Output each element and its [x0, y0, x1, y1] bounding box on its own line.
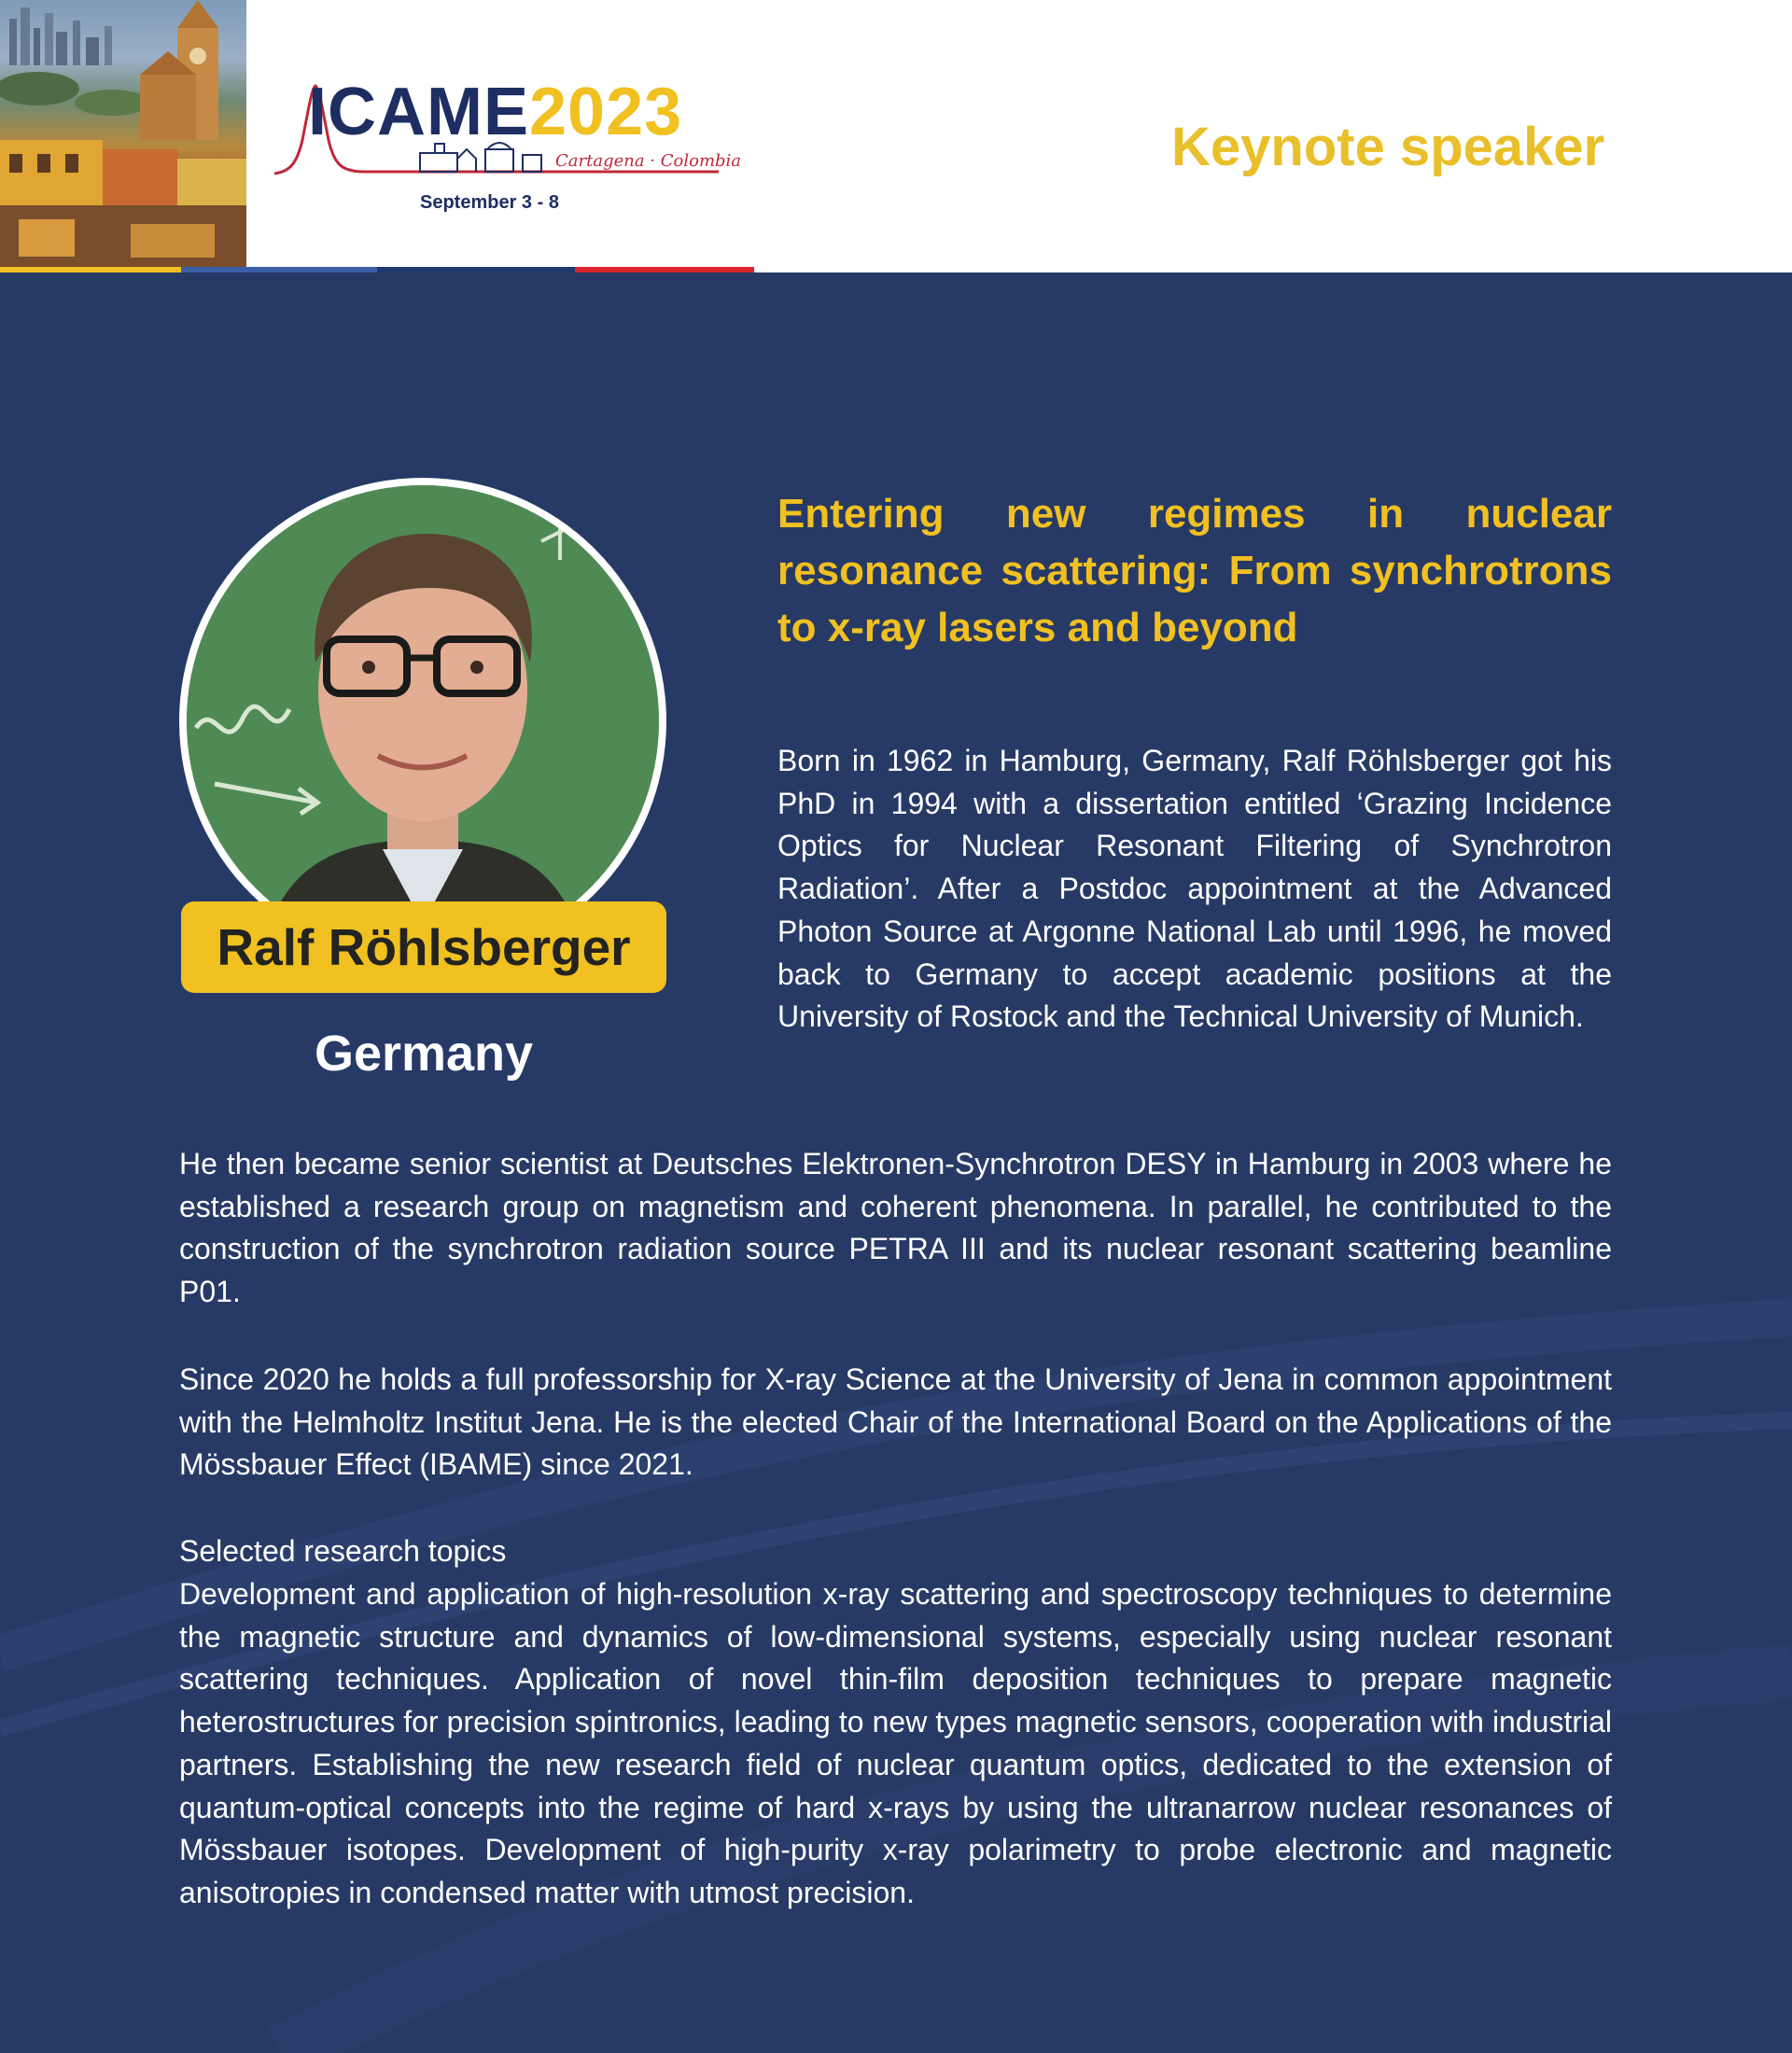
bio-paragraph-1: Born in 1962 in Hamburg, Germany, Ralf Röhlsberger got his PhD in 1994 with a dissertation entitled ‘Grazing Incidence Optics for Nuclear Resonant Filtering of Synchrotron Radiation’. After a Postdoc appointment at the Advanced Photon Source at Argonne National Lab until 1996, he moved back to Germany to accept academic positions at the University of Rostock and the Technical University of Munich.	[777, 744, 1612, 1034]
speaker-name-badge	[181, 901, 666, 993]
cartagena-city-photo	[0, 0, 246, 267]
keynote-speaker-label: Keynote speaker	[1171, 117, 1605, 177]
research-topics-text: Development and application of high-resolution x-ray scattering and spectroscopy techniques to determine the magnetic structure and dynamics of low-dimensional systems, especially using nuclear resonant scattering techniques. Application of novel thin-film deposition techniques to prepare magnetic heterostructures for precision spintronics, leading to new types magnetic sensors, cooperation with industrial partners. Establishing the new research field of nuclear quantum optics, dedicated to the extension of quantum-optical concepts into the regime of hard x-rays by using the ultranarrow nuclear resonances of Mössbauer isotopes. Development of high-purity x-ray polarimetry to probe electronic and magnetic anisotropies in condensed matter with utmost precision.	[179, 1577, 1612, 1909]
bio-paragraph-2: He then became senior scientist at Deutsches Elektronen-Synchrotron DESY in Hamburg in 2003 where he established a research group on magnetism and coherent phenomena. In parallel, he contributed to the construction of the synchrotron radiation source PETRA III and its nuclear resonant scattering beamline P01.	[179, 1147, 1612, 1309]
conference-dates: September 3 - 8	[420, 192, 559, 213]
logo-year: 2023	[529, 75, 683, 149]
speaker-name: Ralf Röhlsberger	[217, 918, 631, 976]
speaker-country: Germany	[314, 1026, 534, 1082]
research-topics-heading: Selected research topics	[179, 1534, 507, 1568]
logo-wordmark	[308, 75, 682, 149]
logo-location: Cartagena · Colombia	[555, 151, 742, 171]
logo-name: ICAME	[308, 75, 529, 149]
bio-paragraph-3: Since 2020 he holds a full professorship for X-ray Science at the University of Jena in common appointment with the Helmholtz Institut Jena. He is the elected Chair of the International Board on the Applications of the Mössbauer Effect (IBAME) since 2021.	[179, 1362, 1612, 1482]
page-header	[0, 0, 1792, 272]
talk-title: Entering new regimes in nuclear resonance scattering: From synchrotrons to x-ray lasers and beyond	[777, 491, 1612, 650]
speaker-photo	[187, 485, 659, 957]
icame-logo	[271, 75, 756, 224]
speaker-photo-frame	[179, 478, 666, 965]
